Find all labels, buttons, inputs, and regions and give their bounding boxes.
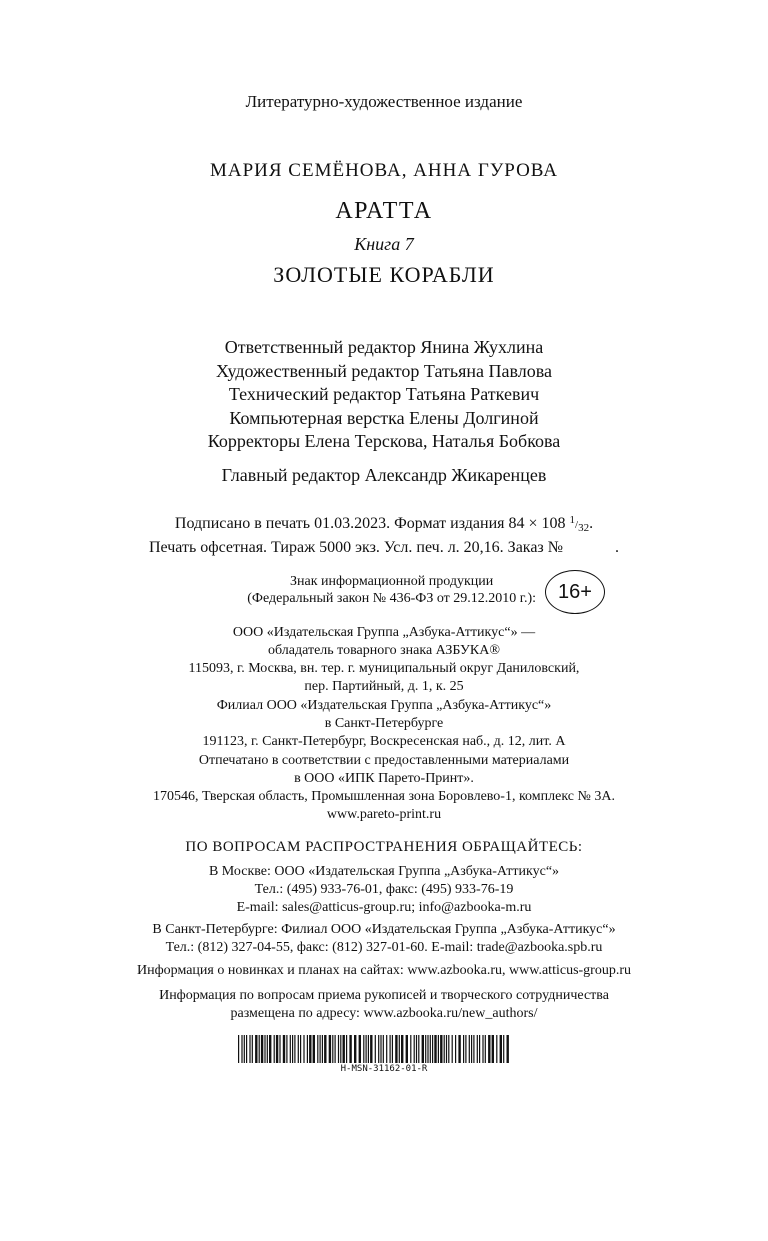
credits — [0, 336, 768, 454]
moscow-contacts — [0, 863, 768, 917]
news-info: Информация о новинках и планах на сайтах: www.azbooka.ru, www.atticus-group.ru — [136, 963, 631, 978]
series-title: АРАТТА — [335, 198, 433, 224]
print-info-line: Печать офсетная. Тираж 5000 экз. Усл. печ. л. 20,16. Заказ № . — [148, 539, 620, 556]
print-info — [0, 510, 768, 558]
print-info-end: . — [589, 515, 594, 532]
spb-line: Тел.: (812) 327-04-55, факс: (812) 327-01-60. E-mail: trade@azbooka.spb.ru — [165, 940, 603, 955]
age-rating-line: Знак информационной продукции — [289, 574, 494, 589]
printer-line: 170546, Тверская область, Промышленная зона Боровлево-1, комплекс № 3А. — [153, 789, 615, 804]
publisher-line: 115093, г. Москва, вн. тер. г. муниципальный округ Даниловский, — [188, 661, 580, 676]
credit-line: Компьютерная верстка Елены Долгиной — [229, 407, 539, 428]
printer-line: в ООО «ИПК Парето-Принт». — [294, 771, 474, 786]
manuscripts-info — [0, 987, 768, 1023]
branch-line: 191123, г. Санкт-Петербург, Воскресенская наб., д. 12, лит. А — [202, 734, 566, 749]
book-number: Книга 7 — [354, 234, 414, 254]
credit-line: Ответственный редактор Янина Жухлина — [224, 337, 544, 357]
barcode — [238, 1035, 510, 1063]
printer-line: Отпечатано в соответствии с предоставленными материалами — [198, 753, 570, 768]
age-rating-text — [247, 573, 536, 607]
age-rating-line: (Федеральный закон № 436-ФЗ от 29.12.2010 г.): — [247, 591, 536, 606]
print-info-text: Подписано в печать 01.03.2023. Формат издания 84 × 108 — [174, 515, 566, 532]
branch-line: Филиал ООО «Издательская Группа „Азбука-Аттикус“» — [216, 698, 552, 713]
book-title: ЗОЛОТЫЕ КОРАБЛИ — [273, 262, 495, 287]
publisher-info — [0, 624, 768, 696]
manuscripts-line: Информация по вопросам приема рукописей и творческого сотрудничества — [159, 988, 609, 1003]
publisher-line: обладатель товарного знака АЗБУКА® — [268, 643, 500, 658]
moscow-line: E-mail: sales@atticus-group.ru; info@azbooka-m.ru — [236, 900, 532, 915]
format-numerator: 1 — [569, 514, 576, 526]
publisher-line: пер. Партийный, д. 1, к. 25 — [304, 679, 464, 694]
spb-contacts — [0, 921, 768, 957]
printer-line: www.pareto-print.ru — [326, 807, 442, 822]
authors: МАРИЯ СЕМЁНОВА, АННА ГУРОВА — [209, 160, 559, 181]
edition-type: Литературно-художественное издание — [245, 92, 523, 111]
distribution-heading: ПО ВОПРОСАМ РАСПРОСТРАНЕНИЯ ОБРАЩАЙТЕСЬ: — [185, 839, 583, 855]
credit-line: Корректоры Елена Терскова, Наталья Бобкова — [207, 431, 561, 451]
chief-editor: Главный редактор Александр Жикаренцев — [221, 465, 547, 485]
age-rating-badge: 16+ — [545, 570, 605, 614]
moscow-line: В Москве: ООО «Издательская Группа „Азбука-Аттикус“» — [208, 864, 560, 879]
branch-info — [0, 697, 768, 751]
publisher-line: ООО «Издательская Группа „Азбука-Аттикус“» — — [232, 625, 536, 640]
credit-line: Технический редактор Татьяна Раткевич — [228, 384, 540, 404]
manuscripts-line: размещена по адресу: www.azbooka.ru/new_authors/ — [230, 1006, 538, 1021]
format-denominator: 32 — [578, 522, 590, 534]
print-info-line: Подписано в печать 01.03.2023. Формат издания 84 × 108 $^1$/32. — [174, 514, 594, 534]
printer-info — [0, 752, 768, 824]
age-rating-block — [0, 570, 768, 620]
moscow-line: Тел.: (495) 933-76-01, факс: (495) 933-76-19 — [254, 882, 514, 897]
credit-line: Художественный редактор Татьяна Павлова — [216, 360, 552, 381]
spb-line: В Санкт-Петербурге: Филиал ООО «Издательская Группа „Азбука-Аттикус“» — [152, 922, 616, 937]
barcode-label: H-MSN-31162-01-R — [340, 1064, 428, 1074]
branch-line: в Санкт-Петербурге — [324, 716, 444, 731]
